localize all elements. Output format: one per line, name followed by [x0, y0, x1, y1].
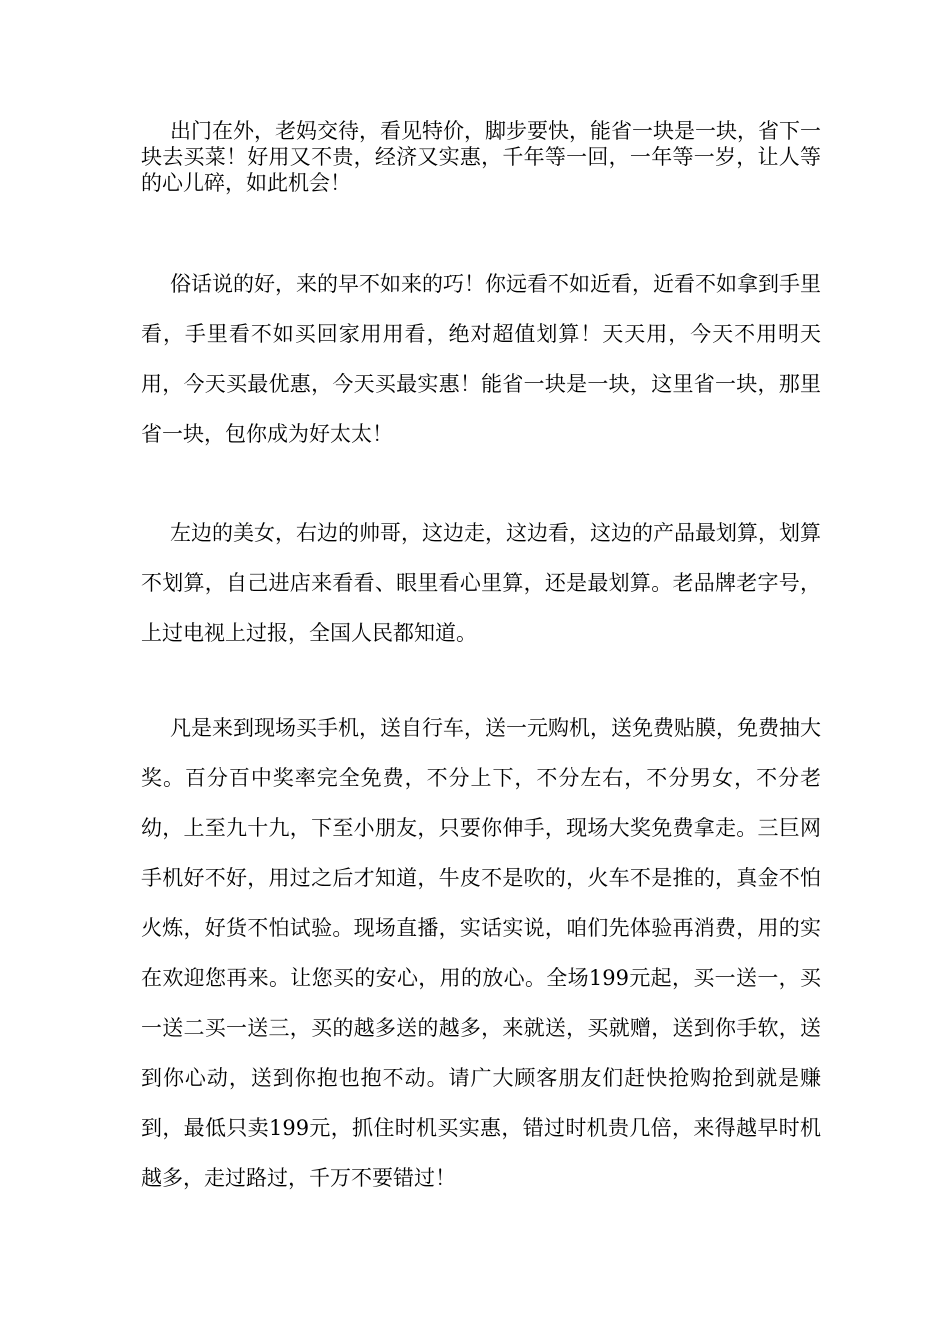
paragraph-3: 左边的美女，右边的帅哥，这边走，这边看，这边的产品最划算，划算不划算，自己进店来看看、眼里看心里算，还是最划算。老品牌老字号，上过电视上过报，全国人民都知道。: [141, 521, 821, 645]
paragraph-4: 凡是来到现场买手机，送自行车，送一元购机，送免费贴膜，免费抽大奖。百分百中奖率完全免费，不分上下，不分左右，不分男女，不分老幼，上至九十九，下至小朋友，只要你伸手，现场大奖免费拿走。三巨网手机好不好，用过之后才知道，牛皮不是吹的，火车不是推的，真金不怕火炼，好货不怕试验。现场直播，实话实说，咱们先体验再消费，用的实在欢迎您再来。让您买的安心，用的放心。全场199元起，买一送一，买一送二买一送三，买的越多送的越多，来就送，买就赠，送到你手软，送到你心动，送到你抱也抱不动。请广大顾客朋友们赶快抢购抢到就是赚到，最低只卖199元，抓住时机买实惠，错过时机贵几倍，来得越早时机越多，走过路过，千万不要错过！: [141, 716, 821, 1190]
paragraph-1: 出门在外，老妈交待，看见特价，脚步要快，能省一块是一块，省下一块去买菜！好用又不贵，经济又实惠，千年等一回，一年等一岁，让人等的心儿碎，如此机会！: [141, 119, 821, 195]
paragraph-2: 俗话说的好，来的早不如来的巧！你远看不如近看，近看不如拿到手里看，手里看不如买回家用用看，绝对超值划算！天天用，今天不用明天用，今天买最优惠，今天买最实惠！能省一块是一块，这里省一块，那里省一块，包你成为好太太！: [141, 272, 821, 446]
